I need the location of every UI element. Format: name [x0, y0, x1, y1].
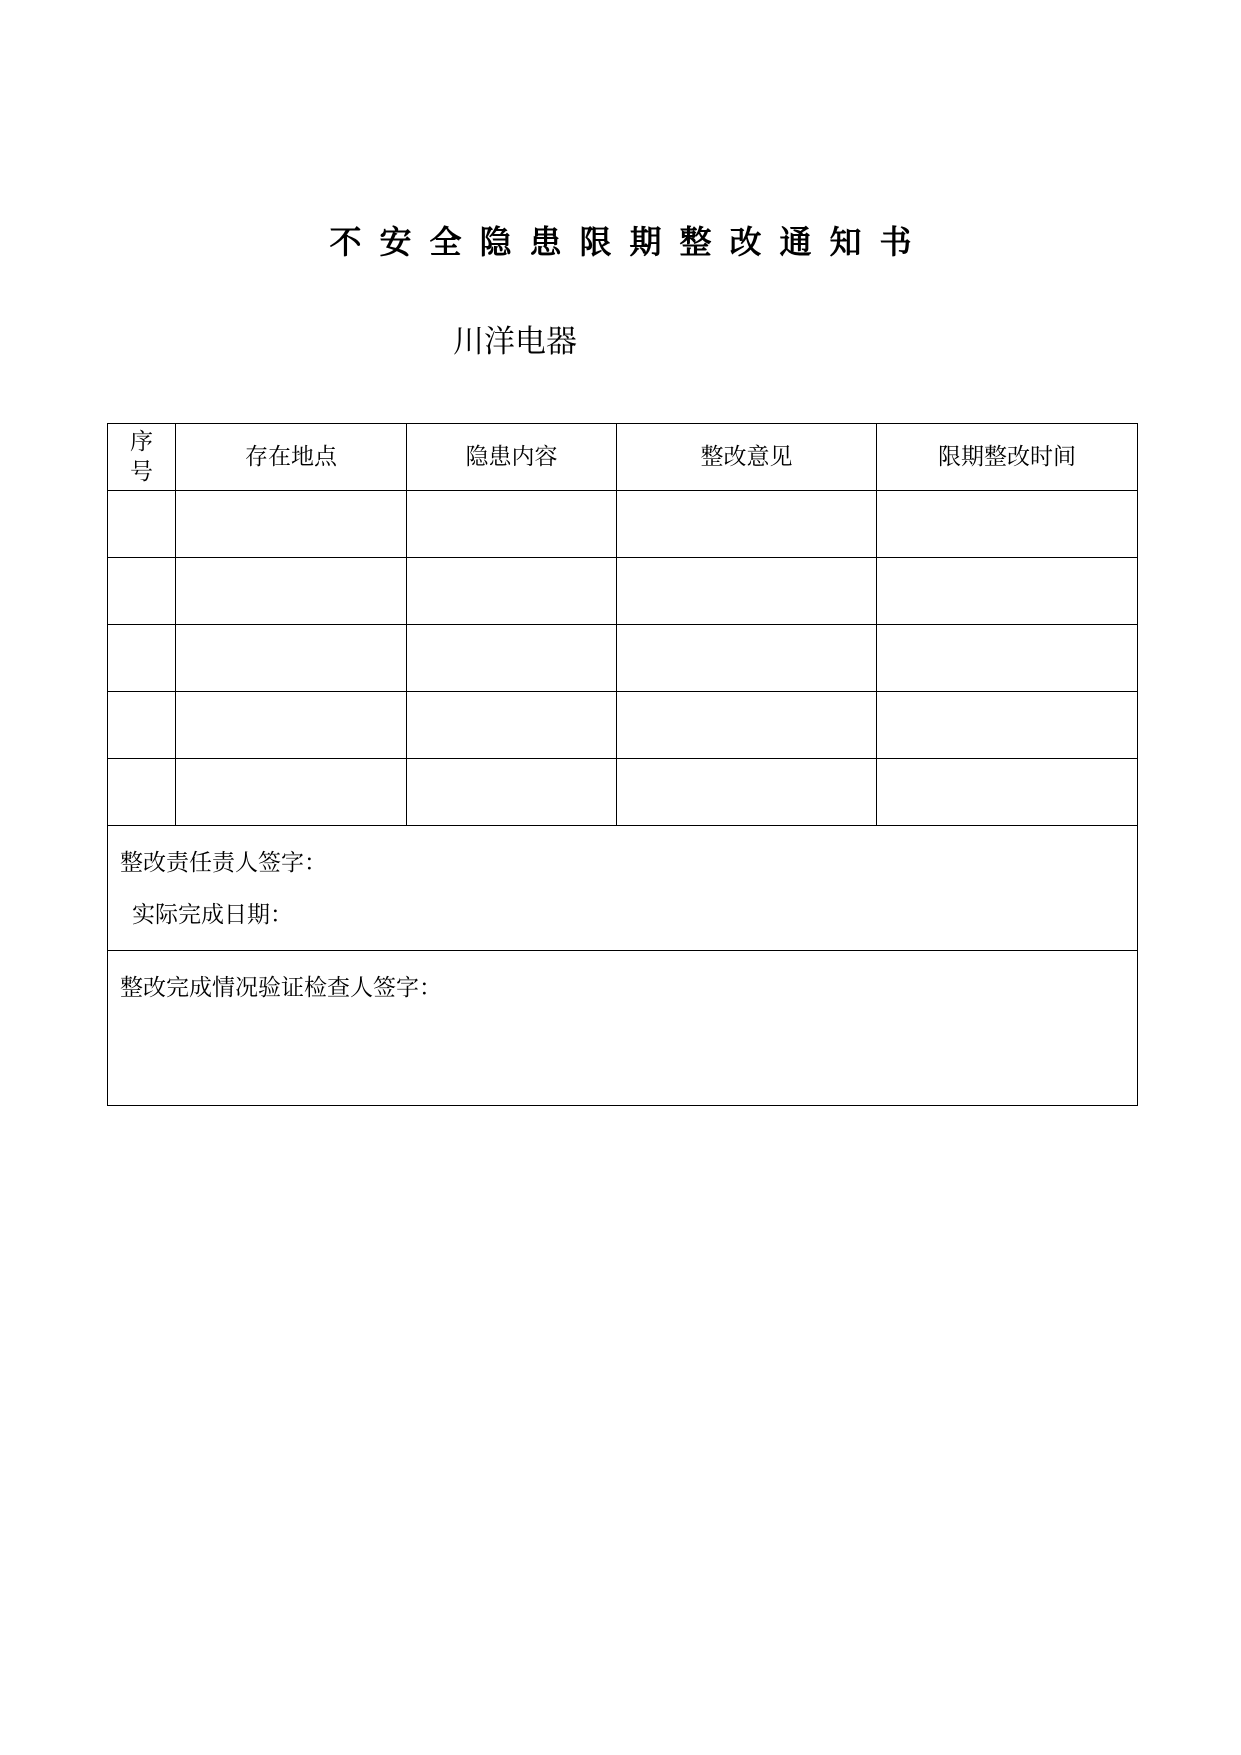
cell-seq [108, 558, 176, 625]
header-hazard: 隐患内容 [407, 424, 617, 491]
cell-seq [108, 759, 176, 826]
header-seq [108, 424, 176, 491]
cell-hazard [407, 759, 617, 826]
cell-location [176, 759, 407, 826]
cell-opinion [617, 625, 877, 692]
responsible-signature-cell [108, 826, 1138, 951]
cell-seq [108, 625, 176, 692]
header-opinion: 整改意见 [617, 424, 877, 491]
cell-hazard [407, 491, 617, 558]
company-name: 川洋电器 [453, 324, 577, 360]
signature-row [108, 826, 1138, 951]
cell-opinion [617, 491, 877, 558]
actual-completion-date-label: 实际完成日期： [132, 902, 293, 928]
table-row [108, 625, 1138, 692]
cell-deadline [877, 759, 1138, 826]
cell-seq [108, 491, 176, 558]
cell-deadline [877, 558, 1138, 625]
cell-deadline [877, 625, 1138, 692]
header-location: 存在地点 [176, 424, 407, 491]
responsible-person-signature-label: 整改责任责人签字： [120, 850, 327, 876]
verification-signature-cell [108, 951, 1138, 1106]
document-title: 不安全隐患限期整改通知书 [329, 223, 930, 261]
cell-location [176, 625, 407, 692]
cell-location [176, 692, 407, 759]
rectification-table [107, 423, 1138, 1106]
cell-opinion [617, 692, 877, 759]
cell-location [176, 558, 407, 625]
header-seq-label: 序号 [130, 429, 153, 485]
cell-seq [108, 692, 176, 759]
cell-hazard [407, 625, 617, 692]
verification-inspector-signature-label: 整改完成情况验证检查人签字： [120, 975, 442, 1001]
table-row [108, 491, 1138, 558]
cell-opinion [617, 759, 877, 826]
cell-location [176, 491, 407, 558]
table-row [108, 692, 1138, 759]
cell-hazard [407, 558, 617, 625]
cell-hazard [407, 692, 617, 759]
cell-deadline [877, 692, 1138, 759]
header-deadline: 限期整改时间 [877, 424, 1138, 491]
table-row [108, 558, 1138, 625]
table-header-row [108, 424, 1138, 491]
table-row [108, 759, 1138, 826]
verification-row [108, 951, 1138, 1106]
cell-deadline [877, 491, 1138, 558]
cell-opinion [617, 558, 877, 625]
